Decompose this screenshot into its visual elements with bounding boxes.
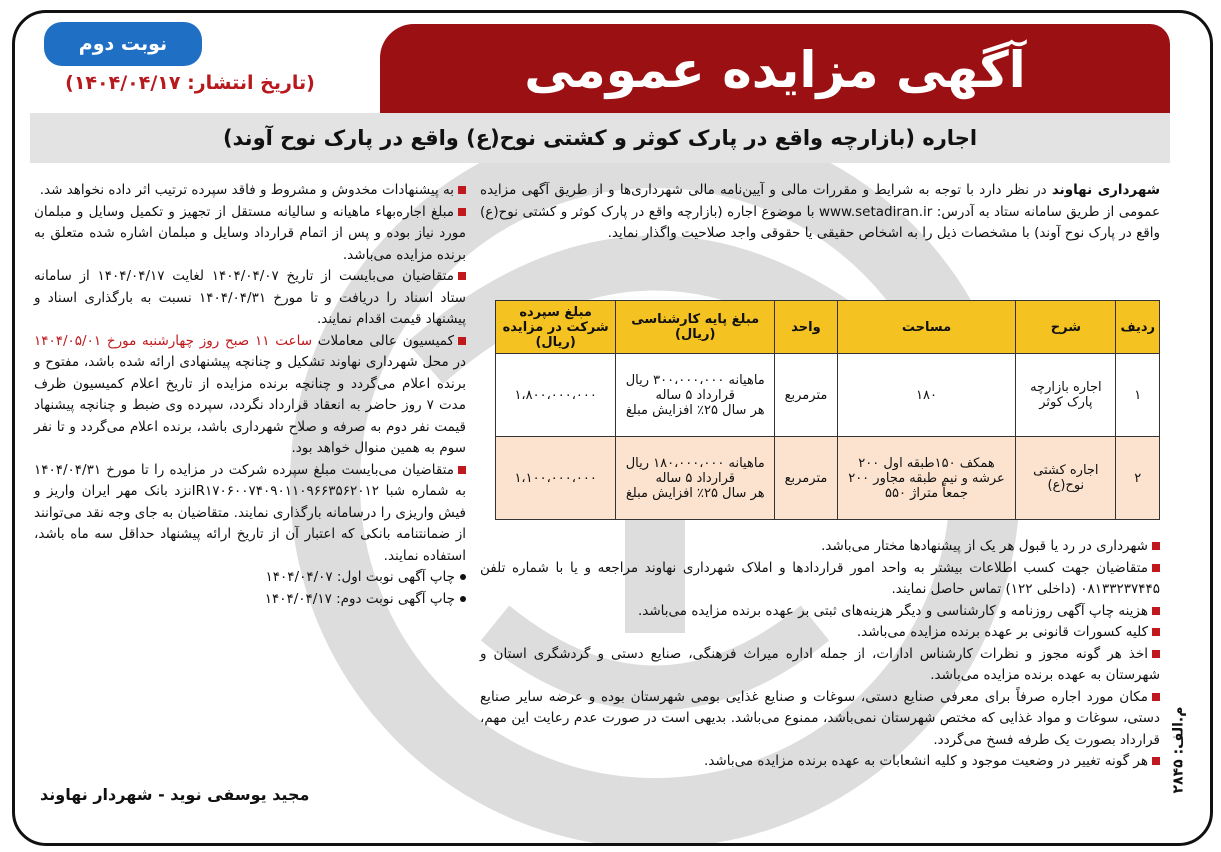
bid-table [495, 300, 1160, 520]
list-item [34, 266, 466, 331]
base-increase: هر سال ۲۵٪ افزایش مبلغ [625, 402, 765, 418]
side-code [1163, 690, 1193, 810]
bullet-dot-icon [460, 574, 466, 580]
condition-text: اخذ هر گونه مجوز و نظرات کارشناس ادارات، از جمله اداره میراث فرهنگی، صنایع دستی و گردشگری استان و شهرستان به عهده برنده مزایده می‌باشد. [480, 645, 1160, 683]
row-desc: اجاره بازارچه پارک کوثر [1016, 354, 1116, 437]
list-item [480, 601, 1160, 623]
base-term: قرارداد ۵ ساله [655, 470, 735, 486]
condition-text: شهرداری در رد یا قبول هر یک از پیشنهادها مختار می‌باشد. [821, 538, 1148, 554]
bullet-square-icon [458, 272, 466, 280]
table-header-row [496, 301, 1160, 354]
row-area: ۱۸۰ [837, 354, 1015, 437]
round-badge: نوبت دوم [44, 22, 202, 66]
base-term: قرارداد ۵ ساله [655, 387, 735, 403]
bullet-dot-icon [460, 596, 466, 602]
bullet-square-icon [1152, 693, 1160, 701]
intro-text: در نظر دارد با توجه به شرایط و مقررات مالی و آیین‌نامه مالی شهرداری‌ها و از طریق آگهی مزایده عمومی از طریق سامانه ستاد به آدرس: www.setadiran.ir با موضوع اجاره (بازارچه واقع در پارک کوثر و کشتی نوح(ع) واقع در پارک نوح آوند) با مشخصات ذیل را به اشخاص حقیقی یا حقوقی واجد صلاحیت واگذار نماید. [480, 182, 1161, 241]
row-desc: اجاره کشتی نوح(ع) [1016, 437, 1116, 520]
area-line-3: جمعاً متراژ ۵۵۰ [885, 485, 968, 501]
condition-text: به پیشنهادات مخدوش و مشروط و فاقد سپرده ترتیب اثر داده نخواهد شد. [39, 182, 454, 198]
main-title: آگهی مزایده عمومی [524, 41, 1026, 99]
condition-text: مکان مورد اجاره صرفاً برای معرفی صنایع دستی، سوغات و صنایع غذایی بومی شهرستان بوده و عرضه سایر صنایع دستی، سوغات و مواد غذایی که مختص شهرستان نمی‌باشد، ممنوع می‌باشد. بدیهی است در صورت عدم رعایت این مهم، قرارداد بصورت یک طرفه فسخ می‌گردد. [480, 688, 1160, 748]
row-base-price [616, 354, 775, 437]
header-base-price: مبلغ پایه کارشناسی (ریال) [616, 301, 775, 354]
bullet-square-icon [1152, 607, 1160, 615]
bullet-square-icon [1152, 542, 1160, 550]
condition-text: کلیه کسورات قانونی بر عهده برنده مزایده می‌باشد. [856, 624, 1148, 640]
print-date-text: چاپ آگهی نوبت دوم: ۱۴۰۴/۰۴/۱۷ [264, 590, 455, 607]
bullet-square-icon [458, 337, 466, 345]
print-date-text: چاپ آگهی نوبت اول: ۱۴۰۴/۰۴/۰۷ [265, 569, 455, 585]
row-area [837, 437, 1015, 520]
publish-date: (تاریخ انتشار: ۱۴۰۴/۰۴/۱۷) [65, 72, 315, 94]
base-monthly: ماهیانه ۳۰۰،۰۰۰،۰۰۰ ریال [625, 372, 765, 388]
bullet-square-icon [1152, 757, 1160, 765]
intro-paragraph [480, 180, 1160, 245]
area-line-1: همکف ۱۵۰طبقه اول ۲۰۰ [858, 455, 995, 471]
subtitle-bar [30, 113, 1170, 163]
list-item [480, 751, 1160, 773]
list-item [34, 331, 466, 460]
list-item [34, 202, 466, 267]
row-num: ۲ [1116, 437, 1160, 520]
list-item [480, 644, 1160, 687]
row-num: ۱ [1116, 354, 1160, 437]
base-increase: هر سال ۲۵٪ افزایش مبلغ [625, 485, 765, 501]
title-banner [380, 24, 1170, 116]
signature: مجید یوسفی نوید - شهردار نهاوند [40, 785, 310, 804]
conditions-list-right [480, 536, 1160, 773]
base-monthly: ماهیانه ۱۸۰،۰۰۰،۰۰۰ ریال [625, 455, 765, 471]
header-deposit: مبلغ سپرده شرکت در مزایده (ریال) [496, 301, 616, 354]
condition-text: متقاضیان می‌بایست از تاریخ ۱۴۰۴/۰۴/۰۷ لغایت ۱۴۰۴/۰۴/۱۷ از سامانه ستاد اسناد را دریافت و تا مورخ ۱۴۰۴/۰۴/۳۱ نسبت به بارگذاری اسناد و پیشنهاد قیمت اقدام نمایند. [34, 268, 466, 327]
list-item [480, 558, 1160, 601]
list-item [480, 536, 1160, 558]
condition-text: در محل شهرداری نهاوند تشکیل و چنانچه پیشنهادی ارائه شده باشد، مفتوح و برنده اعلام می‌گردد و چنانچه برنده مزایده از تاریخ اعلام کمیسیون ظرف مدت ۷ روز حاضر به انعقاد قرارداد نگردد، سپرده وی ضبط و چنانچه پیشنهاد قیمت نفر دوم به صرفه و صلاح شهرداری باشد، برنده اعلام می‌گردد و تا نفر سوم به همین منوال خواهد بود. [34, 354, 466, 456]
row-deposit: ۱،۱۰۰،۰۰۰،۰۰۰ [496, 437, 616, 520]
header-area: مساحت [837, 301, 1015, 354]
org-name: شهرداری نهاوند [1051, 182, 1161, 198]
list-item [34, 180, 466, 202]
condition-text: هر گونه تغییر در وضعیت موجود و کلیه انشعابات به عهده برنده مزایده می‌باشد. [704, 753, 1148, 769]
condition-text: متقاضیان جهت کسب اطلاعات بیشتر به واحد امور قراردادها و املاک شهرداری نهاوند مراجعه و یا با شماره تلفن ۰۸۱۳۳۲۳۷۴۴۵ (داخلی ۱۲۲) تماس حاصل نمایند. [480, 559, 1160, 597]
area-line-2: عرشه و نیم طبقه مجاور ۲۰۰ [848, 470, 1005, 486]
conditions-list-left [34, 180, 466, 610]
condition-text: مبلغ اجاره‌بهاء ماهیانه و سالیانه مستقل از تجهیز و تکمیل وسایل و مبلمان مورد نیاز بوده و پس از اتمام قرارداد وسایل و مبلمان اشاره شده متعلق به برنده مزایده می‌باشد. [34, 203, 466, 263]
row-unit: مترمربع [775, 354, 838, 437]
header-row-num: ردیف [1116, 301, 1160, 354]
table-row [496, 437, 1160, 520]
subtitle: اجاره (بازارچه واقع در پارک کوثر و کشتی نوح(ع) واقع در پارک نوح آوند) [222, 126, 978, 150]
table-row [496, 354, 1160, 437]
bullet-square-icon [1152, 650, 1160, 658]
bullet-square-icon [458, 466, 466, 474]
commission-datetime: ساعت ۱۱ صبح روز چهارشنبه مورخ ۱۴۰۴/۰۵/۰۱ [34, 332, 313, 349]
print-date-2 [34, 589, 466, 611]
header-desc: شرح [1016, 301, 1116, 354]
side-code-text: م.الف: ۲۸۴۵ [1170, 706, 1186, 794]
bullet-square-icon [1152, 628, 1160, 636]
list-item [480, 687, 1160, 752]
row-base-price [616, 437, 775, 520]
print-date-1 [34, 567, 466, 589]
condition-text: متقاضیان می‌بایست مبلغ سپرده شرکت در مزایده را تا مورخ ۱۴۰۴/۰۴/۳۱ به شماره شبا IR۱۷۰۶۰۰۷۴۰۹۰۱۱۰۹۶۶۳۵۶۲۰۱۲نزد بانک مهر ایران واریز و فیش واریزی را درسامانه بارگذاری نمایند. متقاضیان به جای وجه نقد می‌توانند از ضمانتنامه بانکی که اعتبار آن از تاریخ ارائه پیشنهاد حداقل سه ماه باشد، استفاده نمایند. [34, 461, 466, 564]
header-unit: واحد [775, 301, 838, 354]
list-item [480, 622, 1160, 644]
list-item [34, 460, 466, 568]
condition-text: کمیسیون عالی معاملات [312, 332, 455, 349]
bullet-square-icon [458, 208, 466, 216]
row-unit: مترمربع [775, 437, 838, 520]
bullet-square-icon [458, 186, 466, 194]
bullet-square-icon [1152, 564, 1160, 572]
row-deposit: ۱،۸۰۰،۰۰۰،۰۰۰ [496, 354, 616, 437]
condition-text: هزینه چاپ آگهی روزنامه و کارشناسی و دیگر هزینه‌های ثبتی بر عهده برنده مزایده می‌باشد. [637, 602, 1148, 619]
